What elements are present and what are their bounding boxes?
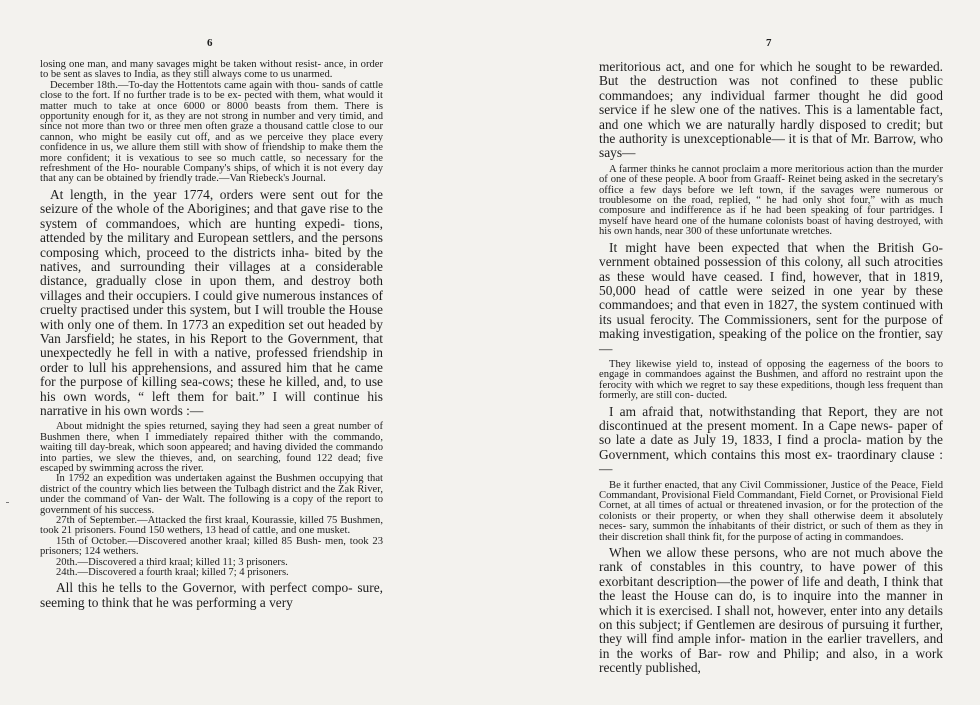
quote-paragraph: 20th.—Discovered a third kraal; killed 11; 3 prisoners. bbox=[56, 556, 288, 568]
quote-paragraph: losing one man, and many savages might be taken without resist- ance, in order to be sent as slaves to India, as they still always come to us unarmed. bbox=[40, 59, 383, 81]
quote-paragraph: They likewise yield to, instead of opposing the eagerness of the boors to engage in commandoes against the Bushmen, and afford no restraint upon the ferocity with which we regret to say these expeditions, though less frequent than formerly, are still con- ducted. bbox=[599, 358, 943, 402]
quote-paragraph: In 1792 an expedition was undertaken against the Bushmen occupying that district of the country which lies between the Tulbagh district and the Zak River, under the command of Van- der Walt. The following is a copy of the report to government of his success. bbox=[40, 473, 383, 516]
body-paragraph: I am afraid that, notwithstanding that Report, they are not discontinued at the present moment. In a Cape news- paper of so late a date as July 19, 1833, I find a procla- mation by the Government, which contains this most ex- traordinary clause :— bbox=[599, 403, 943, 477]
body-paragraph: All this he tells to the Governor, with perfect compo- sure, seeming to think that he was performing a very bbox=[40, 580, 383, 610]
body-paragraph: meritorious act, and one for which he sought to be rewarded. But the destruction was not confined to these public commandoes; any individual farmer thought he did good service if he slew one of the natives. This is a lamentable fact, and one which we are naturally hardly disposed to credit; but the authority is unexceptionable— it is that of Mr. Barrow, who says— bbox=[599, 59, 943, 161]
quote-paragraph: 27th of September.—Attacked the first kraal, Kourassie, killed 75 Bushmen, took 21 prisoners. Found 150 wethers, 13 head of cattle, and one musket. bbox=[40, 515, 383, 537]
body-paragraph: When we allow these persons, who are not much above the rank of constables in this country, to have power of this exorbitant description—the power of life and death, I think that the least the House can do, is to inquire into the manner in which it is exercised. I shall not, however, enter into any details on this subject; if Gentlemen are desirous of pursuing it further, they will find ample infor- mation in the earlier travellers, and in the works of Bar- row and Philip; and also, in a work recently published, bbox=[599, 545, 943, 676]
margin-mark bbox=[6, 502, 9, 503]
body-paragraph: At length, in the year 1774, orders were sent out for the seizure of the whole of the Aborigines; and that gave rise to the system of commandoes, which are hunting expedi- tions, attended by the military and European settlers, and the persons composing which, proceed to the districts inha- bited by the natives, and surrounding their villages at a considerable distance, gradually close in upon them, and destroy both villages and their occupiers. I could give numerous instances of cruelty practised under this system, but I will trouble the House with only one of them. In 1773 an expedition set out headed by Van Jarsfield; he states, in his Report to the Government, that unexpectedly he fell in with a native, professed friendship in order to lull his apprehensions, and assured him that he came for the purpose of killing sea-cows; these he killed, and, to use his own words, “ left them for bait.” I will continue his narrative in his own words :— bbox=[40, 186, 383, 418]
text-column bbox=[40, 60, 383, 610]
page-number: 7 bbox=[766, 37, 772, 49]
quote-paragraph: Be it further enacted, that any Civil Commissioner, Justice of the Peace, Field Commandant, Provisional Field Commandant, Field Cornet, or Provisional Field Cornet, at all times of actual or threatened invasion, or for the protection of the colonists or their property, or when they shall otherwise deem it absolutely neces- sary, summon the inhabitants of their district, or such of them as they in their discretion shall think fit, for the purpose of acting in commandoes. bbox=[599, 479, 943, 543]
body-paragraph: It might have been expected that when the British Go- vernment obtained possession of this colony, all such atrocities as these would have ceased. I find, however, that in 1819, 50,000 head of cattle were seized in one year by these commandoes; and that even in 1827, the system continued with its usual ferocity. The Commissioners, sent for the purpose of making investigation, speaking of the police on the frontier, say— bbox=[599, 239, 943, 356]
quote-paragraph: A farmer thinks he cannot proclaim a more meritorious action than the murder of one of these people. A boor from Graaff- Reinet being asked in the secretary's office a few days before we left town, if the savages were numerous or troublesome on the road, replied, “ he had only shot four,” with as much composure and indifference as if he had been speaking of four partridges. I myself have heard one of the humane colonists boast of having destroyed, with his own hands, near 300 of these unfortunate wretches. bbox=[599, 163, 943, 238]
quote-paragraph: December 18th.—To-day the Hottentots came again with thou- sands of cattle close to the fort. If no further trade is to be ex- pected with them, what would it matter much to take at once 6000 or 8000 beasts from them. There is opportunity enough for it, as they are not strong in number and very timid, and since not more than two or three men often graze a thousand cattle close to our cannon, who might be easily cut off, and as we perceive they place every confidence in us, we allure them still with show of friendship to make them the more confident; it is vexatious to see so much cattle, so necessary for the refreshment of the Ho- nourable Company's ships, of which it is not every day that any can be obtained by friendly trade.—Van Riebeck's Journal. bbox=[40, 79, 383, 185]
quote-paragraph: About midnight the spies returned, saying they had seen a great number of Bushmen there, when I immediately repaired thither with the commando, waiting till day-break, which soon appeared; and having divided the commando into parties, we slew the thieves, and, on searching, found 122 dead; five escaped by swimming across the river. bbox=[40, 421, 383, 474]
quote-paragraph: 24th.—Discovered a fourth kraal; killed 7; 4 prisoners. bbox=[56, 567, 289, 579]
text-column bbox=[599, 60, 943, 676]
page-number: 6 bbox=[207, 37, 213, 49]
right-page bbox=[490, 0, 980, 705]
quote-paragraph: 15th of October.—Discovered another kraal; killed 85 Bush- men, took 23 prisoners; 124 wethers. bbox=[40, 535, 383, 558]
